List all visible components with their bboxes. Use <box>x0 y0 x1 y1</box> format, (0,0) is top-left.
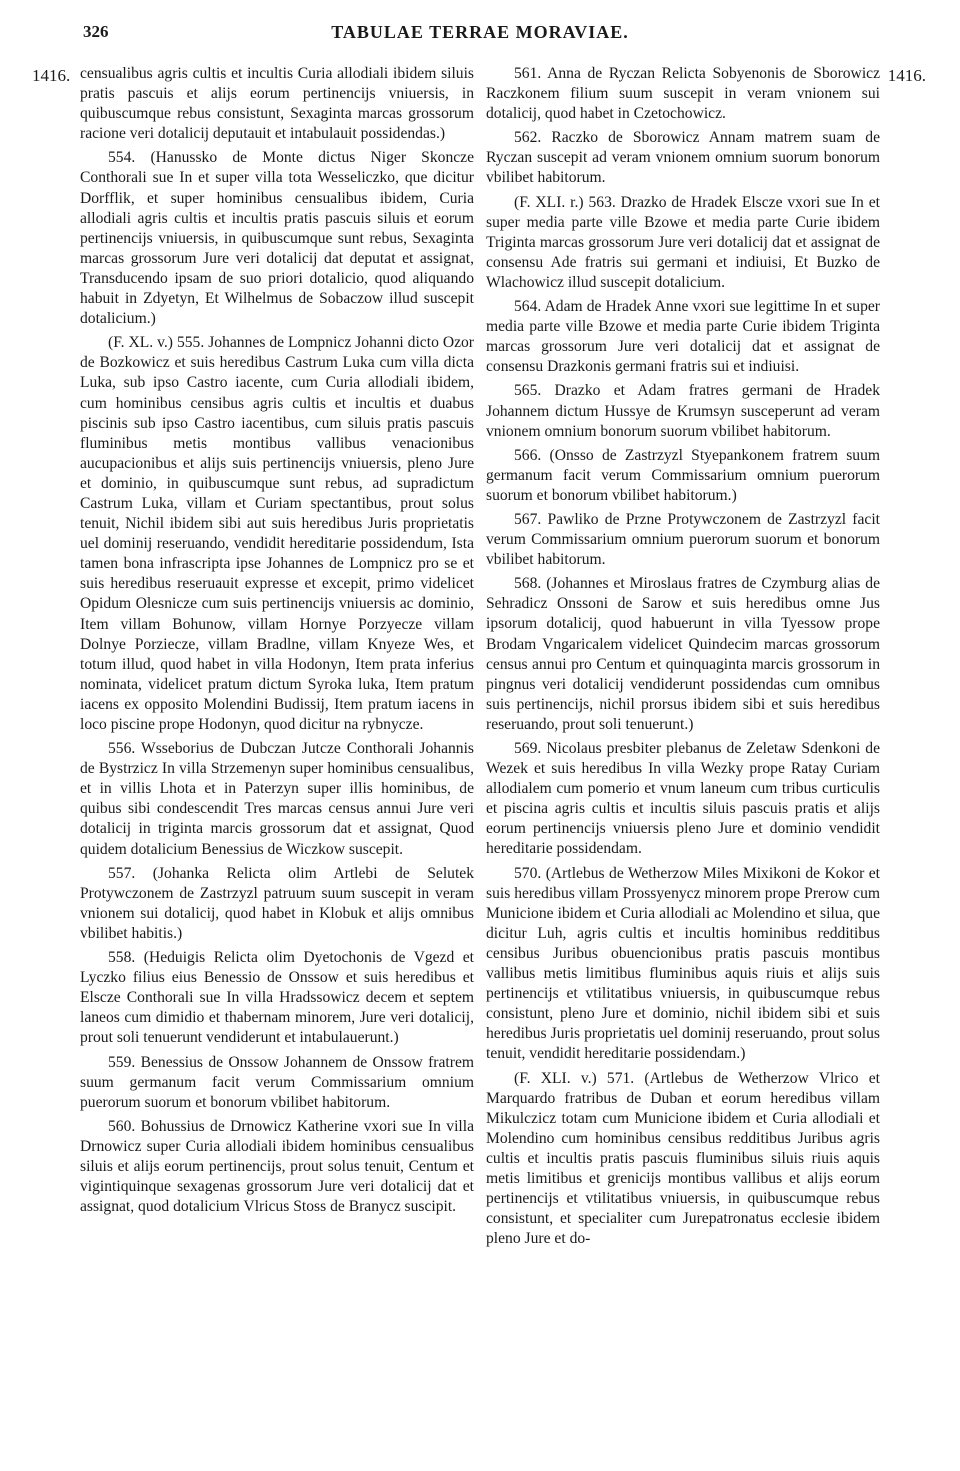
paragraph: 556. Wsseborius de Dubczan Jutcze Conthorali Johannis de Bystrzicz In villa Strzemenyn super hominibus censualibus, et in villis Lhota et in Paterzyn super illis hominibus, de quibus sibi condescendit Tres marcas census annui Jure veri dotalicij in triginta marcis grossorum dat et assignat, Quod quidem dotalicium Benessius de Wiczkow suscepit. <box>80 740 474 858</box>
paragraph: 569. Nicolaus presbiter plebanus de Zeletaw Sdenkoni de Wezek et suis heredibus In villa Wezky prope Ratay Curiam allodialem cum pomerio et vnum laneum cum tribus curticulis et piscina agris cultis et incultis siluis pascuis pratis et alijs eorum pertinencijs vniuersis pleno Jure et dominio vendidit hereditarie possidendam. <box>486 740 880 858</box>
paragraph: 559. Benessius de Onssow Johannem de Onssow fratrem suum germanum facit verum Commissarium omnium puerorum suorum et bonorum vbilibet habitorum. <box>80 1053 474 1111</box>
left-column <box>80 64 474 1221</box>
page-header <box>0 22 960 48</box>
paragraph: 566. (Onsso de Zastrzyzl Styepankonem fratrem suum germanum facit verum Commissarium omnium puerorum suorum et bonorum vbilibet habitorum.) <box>486 446 880 504</box>
paragraph: 567. Pawliko de Przne Protywczonem de Zastrzyzl facit verum Commissarium omnium puerorum suorum et bonorum vbilibet habitorum. <box>486 510 880 569</box>
paragraph: 568. (Johannes et Miroslaus fratres de Czymburg alias de Sehradicz Onssoni de Sarow et suis heredibus omne Jus ipsorum dotalicij, quod habuerunt in villa Tyessow prope Brodam Vngaricalem videlicet Quindecim marcas grossorum census annui pro Centum et quinquaginta marcis grossorum in pingnus veri dotalicij vendiderunt possidendas cum omnibus suis pertinencijs, nichil prorsus ibidem sibi et suis heredibus reseruando, prout soli tenuerunt.) <box>486 575 880 733</box>
paragraph: 558. (Heduigis Relicta olim Dyetochonis de Vgezd et Lyczko filius eius Benessio de Onssow et suis heredibus et Elscze Conthorali sue In villa Hradssowicz decem et septem laneos cum dimidio et thabernam minorem, Jure veri dotalicij, prout soli tenuerunt vendiderunt et intabulauerunt.) <box>80 949 474 1047</box>
margin-year-left: 1416. <box>32 66 71 85</box>
page-number: 326 <box>83 22 109 41</box>
right-column <box>486 64 880 1253</box>
paragraph: (F. XLI. r.) 563. Drazko de Hradek Elscze vxori sue In et super media parte ville Bzowe et media parte Curie ibidem Triginta marcas grossorum Jure veri dotalicij dat et assignat de consensu Ade fratris sui germani et indiuisi, Et Buzko de Wlachowicz illud suscepit dotalicium. <box>486 193 880 291</box>
paragraph: 570. (Artlebus de Wetherzow Miles Mixikoni de Kokor et suis heredibus villam Prossyenycz minorem prope Prerow cum Municione ibidem et Curia allodiali ac Molendino et silua, que dicitur Luh, agris cultis et incultis hominibus redditibus censibus Juribus obuencionibus pratis pascuis montibus vallibus metis limitibus fluminibus aquis riuis et alijs suis pertinencijs et vtilitatibus vniuersis, in quibuscumque rebus consistunt, pleno Jure et dominio, nichil ibidem sibi et suis heredibus Juris proprietatis uel dominij reseruando, prout solus tenuit, vendidit hereditarie possidendam.) <box>486 864 880 1063</box>
paragraph: 565. Drazko et Adam fratres germani de Hradek Johannem dictum Hussye de Krumsyn susceperunt ad veram vnionem omnium bonorum suorum vbilibet habitorum. <box>486 382 880 440</box>
paragraph: censualibus agris cultis et incultis Curia allodiali ibidem siluis pratis pascuis et alijs eorum pertinencijs vniuersis, in quibuscumque rebus consistunt, Sexaginta marcas grossorum racione veri dotalicij deputauit et intabulauit possidendas.) <box>80 65 474 143</box>
running-title: TABULAE TERRAE MORAVIAE. <box>331 22 629 42</box>
paragraph: 562. Raczko de Sborowicz Annam matrem suam de Ryczan suscepit ad veram vnionem omnium suorum bonorum vbilibet habitorum. <box>486 129 880 187</box>
margin-year-right: 1416. <box>887 66 926 85</box>
paragraph: 564. Adam de Hradek Anne vxori sue legittime In et super media parte ville Bzowe et media parte Curie ibidem Triginta marcas grossorum Jure veri dotalicij dat et assignat de consensu Drazkonis germani fratris sui et indiuisi. <box>486 298 880 376</box>
paragraph: 554. (Hanussko de Monte dictus Niger Skoncze Conthorali sue In et super villa tota Wesseliczko, que dicitur Dorfflik, et super hominibus censualibus ibidem, Curia allodiali agris cultis et incultis pratis pascuis siluis et eorum pertinencijs vniuersis, in quibuscumque sunt rebus, Sexaginta marcas grossorum Jure veri dotalicij dat deputat et assignat, Transducendo ipsam de suo priori dotalicio, quod aliquando habuit in Zdyetyn, Et Wilhelmus de Sobaczow illud suscepit dotalicium.) <box>80 149 474 328</box>
paragraph: 561. Anna de Ryczan Relicta Sobyenonis de Sborowicz Raczkonem filium suum suscepit in veram vnionem sui dotalicij, quod habet in Czetochowicz. <box>486 65 880 123</box>
paragraph: 557. (Johanka Relicta olim Artlebi de Selutek Protywczonem de Zastrzyzl patruum suum suscepit in veram vnionem sui dotalicij, quod habet in Klobuk et alijs omnibus vbilibet habitis.) <box>80 864 474 942</box>
paragraph: 560. Bohussius de Drnowicz Katherine vxori sue In villa Drnowicz super Curia allodiali ibidem hominibus censualibus siluis et alijs eorum pertinencijs, prout solus tenuit, Centum et vigintiquinque sexagenas grossorum Jure veri dotalicij dat et assignat, quod dotalicium Vlricus Stoss de Branycz suscipit. <box>80 1117 474 1216</box>
paragraph: (F. XL. v.) 555. Johannes de Lompnicz Johanni dicto Ozor de Bozkowicz et suis heredibus Castrum Luka cum villa dicta Luka, sub ipso Castro iacente, cum Curia allodiali ibidem, cum hominibus censibus agris cultis et incultis et duabus piscinis sub ipso Castro iacentibus, cum siluis pratis pascuis fluminibus metis montibus vallibus venacionibus aucupacionibus et alijs suis pertinencijs vniuersis, pleno Jure et dominio, in quibuscumque sunt rebus, ad supradictum Castrum Luka, villam et Curiam spectantibus, prout solus tenuit, Nichil ibidem sibi aut suis heredibus Juris proprietatis uel dominij reseruando, vendidit hereditarie possidendum, Ista tamen bona infrascripta ipse Johannes de Lompnicz pro se et suis heredibus reseruauit expresse et excepit, primo videlicet Opidum Olesnicze cum suis pertinencijs vniuersis ac dominio, Item villam Bohunow, villam Hornye Porzyecze villam Dolnye Porziecze, villam Bradlne, villam Knyeze Wes, et totum illud, quod habet in villa Hodonyn, Item prata inferius nominata, videlicet pratum dictum Syroka luka, Item pratum iacens ex opposito Molendini Budissij, Item pratum iacens in loco piscine prope Hodonyn, quod dicitur na rybnycze. <box>80 334 474 733</box>
paragraph: (F. XLI. v.) 571. (Artlebus de Wetherzow Vlrico et Marquardo fratribus de Duban et eorum heredibus villam Mikulczicz totam cum Municione ibidem et Curia allodiali et Molendino cum hominibus censibus redditibus Juribus agris cultis et incultis pratis pascuis fluminibus siluis riuis aquis metis limitibus et grenicijs montibus vallibus et alijs eorum pertinencijs et vtilitatibus vniuersis, in quibuscumque rebus consistunt, et specialiter cum Jurepatronatus ecclesie ibidem pleno Jure et do- <box>486 1069 880 1248</box>
